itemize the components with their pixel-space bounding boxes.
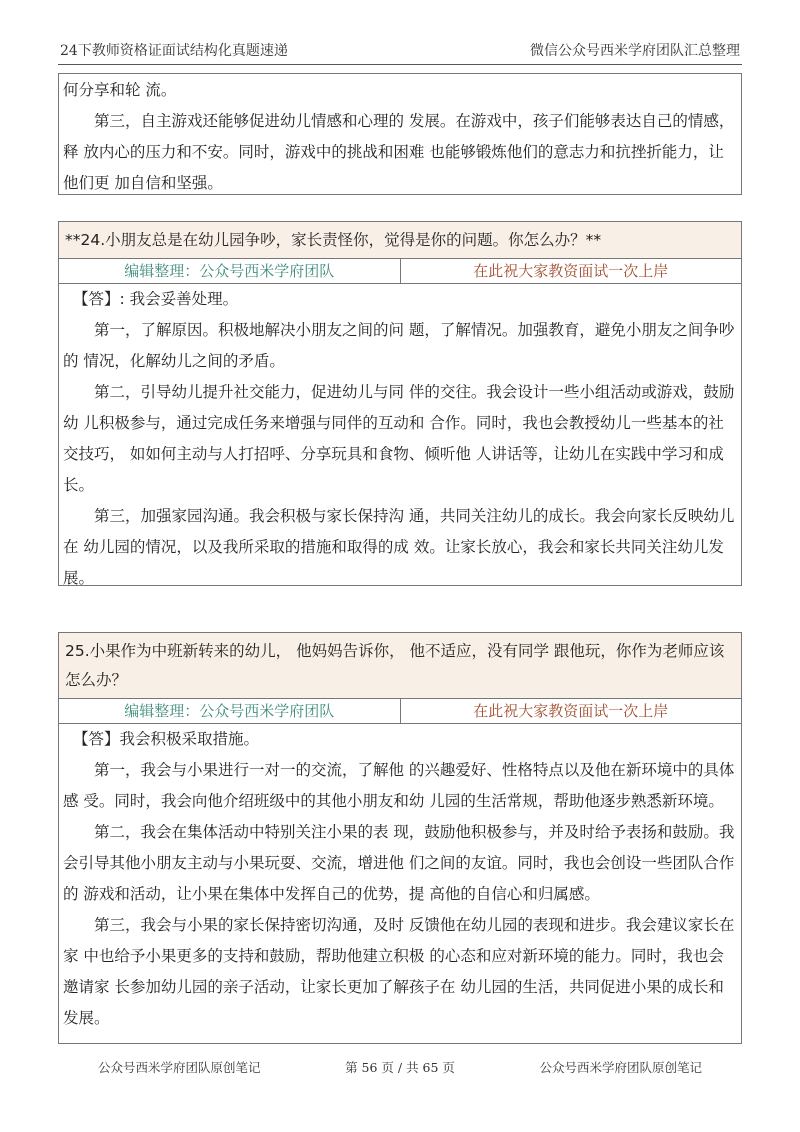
paragraph: 第一，我会与小果进行一对一的交流，了解他 的兴趣爱好、性格特点以及他在新环境中的具体感 受。同时，我会向他介绍班级中的其他小朋友和幼 儿园的生活常规，帮助他逐步熟悉新环境。	[63, 761, 735, 810]
answer-lead: 【答】: 我会妥善处理。	[73, 290, 239, 308]
paragraph: 第三，我会与小果的家长保持密切沟通，及时 反馈他在幼儿园的表现和进步。我会建议家长在家 中也给予小果更多的支持和鼓励，帮助他建立积极 的心态和应对新环境的能力。同时，我也会邀请家 长参加幼儿园的亲子活动，让家长更加了解孩子在 幼儿园的生活，共同促进小果的成长和发展。	[63, 916, 735, 1027]
page-number: 第 56 页 / 共 65 页	[345, 1060, 455, 1075]
answer-lead: 【答】我会积极采取措施。	[73, 730, 260, 748]
paragraph: 第三，自主游戏还能够促进幼儿情感和心理的 发展。在游戏中，孩子们能够表达自己的情感，释 放内心的压力和不安。同时，游戏中的挑战和困难 也能够锻炼他们的意志力和抗挫折能力，让他们更 加自信和坚强。	[63, 112, 735, 192]
paragraph: 第三，加强家园沟通。我会积极与家长保持沟 通，共同关注幼儿的成长。我会向家长反映幼儿在 幼儿园的情况，以及我所采取的措施和取得的成 效。让家长放心，我会和家长共同关注幼儿发展。	[63, 507, 735, 587]
paragraph: 第二，我会在集体活动中特别关注小果的表 现，鼓励他积极参与，并及时给予表扬和鼓励。我 会引导其他小朋友主动与小果玩耍、交流，增进他 们之间的友谊。同时，我也会创设一些团队合作的 游戏和活动，让小果在集体中发挥自己的优势，提 高他的自信心和归属感。	[63, 823, 735, 903]
question-title: **24.小朋友总是在幼儿园争吵，家长责怪你，觉得是你的问题。你怎么办？**	[59, 222, 741, 259]
question-block-24	[58, 221, 742, 586]
paragraph: 第二，引导幼儿提升社交能力，促进幼儿与同 伴的交往。我会设计一些小组活动或游戏，鼓励幼 儿积极参与，通过完成任务来增强与同伴的互动和 合作。同时，我也会教授幼儿一些基本的社交技巧， 如如何主动与人打招呼、分享玩具和食物、倾听他 人讲话等，让幼儿在实践中学习和成长。	[63, 383, 735, 494]
editor-credit: 编辑整理：公众号西米学府团队	[59, 259, 401, 283]
continued-answer-block	[58, 73, 742, 195]
footer-left: 公众号西米学府团队原创笔记	[98, 1060, 261, 1075]
editor-credit: 编辑整理：公众号西米学府团队	[59, 699, 401, 723]
question-title: 25.小果作为中班新转来的幼儿， 他妈妈告诉你， 他不适应，没有同学 跟他玩，你作为老师应该怎么办？	[59, 633, 741, 699]
question-block-25	[58, 632, 742, 1044]
wish-text: 在此祝大家教资面试一次上岸	[473, 702, 669, 720]
header-source: 微信公众号西米学府团队汇总整理	[530, 43, 740, 59]
text-line: 何分享和轮 流。	[63, 81, 177, 99]
footer-right: 公众号西米学府团队原创笔记	[539, 1060, 702, 1075]
meta-row	[59, 259, 741, 284]
header-title: 24下教师资格证面试结构化真题速递	[60, 43, 288, 59]
wish-text: 在此祝大家教资面试一次上岸	[473, 262, 669, 280]
meta-row	[59, 699, 741, 724]
page-header	[58, 38, 742, 65]
paragraph: 第一，了解原因。积极地解决小朋友之间的问 题，了解情况。加强教育，避免小朋友之间争吵的 情况，化解幼儿之间的矛盾。	[63, 321, 735, 370]
